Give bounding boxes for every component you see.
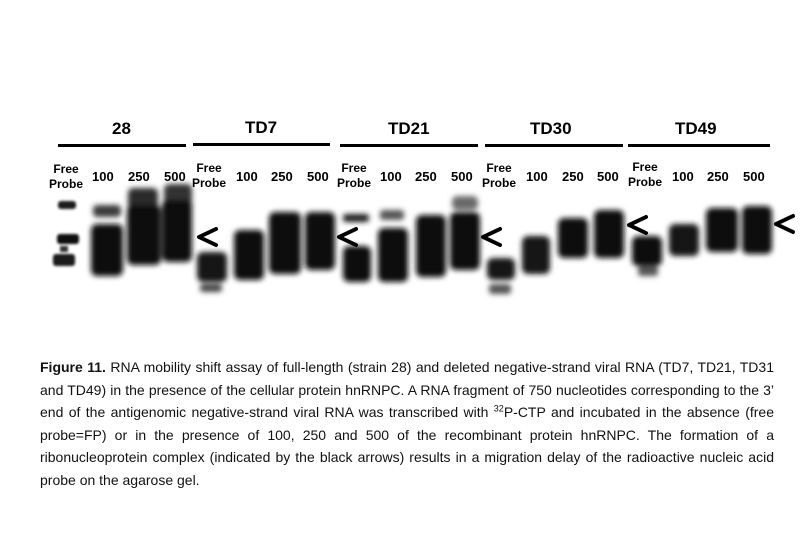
arrow-left-icon bbox=[776, 216, 793, 232]
probe-label: Probe bbox=[482, 176, 517, 190]
lane-label-500: 500 bbox=[164, 169, 186, 184]
isotope-superscript: 32 bbox=[493, 403, 504, 414]
figure-caption bbox=[40, 356, 774, 491]
caption-text-part1: RNA mobility shift assay of full-length (strain 28) and deleted negative-strand viral RNA (TD7, TD21, TD31 and TD49) in the presence of the cellular protein hnRNPC. A RNA fragment of 750 nucleotides corresponding to the 3’ end of the antigenomic negative-strand viral RNA was transcribed with bbox=[40, 359, 774, 420]
lane-label-100: 100 bbox=[92, 169, 114, 184]
lane-label-250: 250 bbox=[562, 169, 584, 184]
free-label: Free bbox=[196, 161, 222, 175]
lane-label-500: 500 bbox=[743, 169, 765, 184]
figure-label: Figure 11. bbox=[40, 359, 106, 375]
group-title-td7: TD7 bbox=[245, 118, 278, 137]
probe-label: Probe bbox=[337, 176, 372, 190]
lane-label-100: 100 bbox=[236, 169, 258, 184]
arrow-left-icon bbox=[199, 229, 216, 245]
group-title-28: 28 bbox=[112, 119, 131, 138]
arrow-left-icon bbox=[483, 229, 500, 245]
lane-label-250: 250 bbox=[707, 169, 729, 184]
group-title-td30: TD30 bbox=[530, 119, 572, 138]
gel-lanes-28 bbox=[53, 201, 79, 266]
free-label: Free bbox=[341, 161, 367, 175]
probe-label: Probe bbox=[49, 177, 84, 191]
lane-label-250: 250 bbox=[415, 169, 437, 184]
lane-label-500: 500 bbox=[451, 169, 473, 184]
lane-label-100: 100 bbox=[380, 169, 402, 184]
group-title-td21: TD21 bbox=[388, 119, 430, 138]
lane-label-100: 100 bbox=[526, 169, 548, 184]
arrow-left-icon bbox=[629, 217, 646, 233]
free-label: Free bbox=[632, 160, 658, 174]
probe-label: Probe bbox=[192, 176, 227, 190]
lane-label-250: 250 bbox=[271, 169, 293, 184]
free-label: Free bbox=[486, 161, 512, 175]
lane-label-500: 500 bbox=[307, 169, 329, 184]
probe-label: Probe bbox=[628, 175, 663, 189]
lane-label-500: 500 bbox=[597, 169, 619, 184]
group-title-td49: TD49 bbox=[675, 119, 717, 138]
lane-label-250: 250 bbox=[128, 169, 150, 184]
lane-label-100: 100 bbox=[672, 169, 694, 184]
caption-text-part2: P-CTP and incubated in the absence (free probe=FP) or in the presence of 100, 250 and 500 of the recombinant protein hnRNPC. The formation of a ribonucleoprotein complex (indicated by the black arrows) results in a migration delay of the radioactive nucleic acid probe on the agarose gel. bbox=[40, 404, 774, 488]
arrow-left-icon bbox=[339, 229, 356, 245]
free-label: Free bbox=[53, 162, 79, 176]
